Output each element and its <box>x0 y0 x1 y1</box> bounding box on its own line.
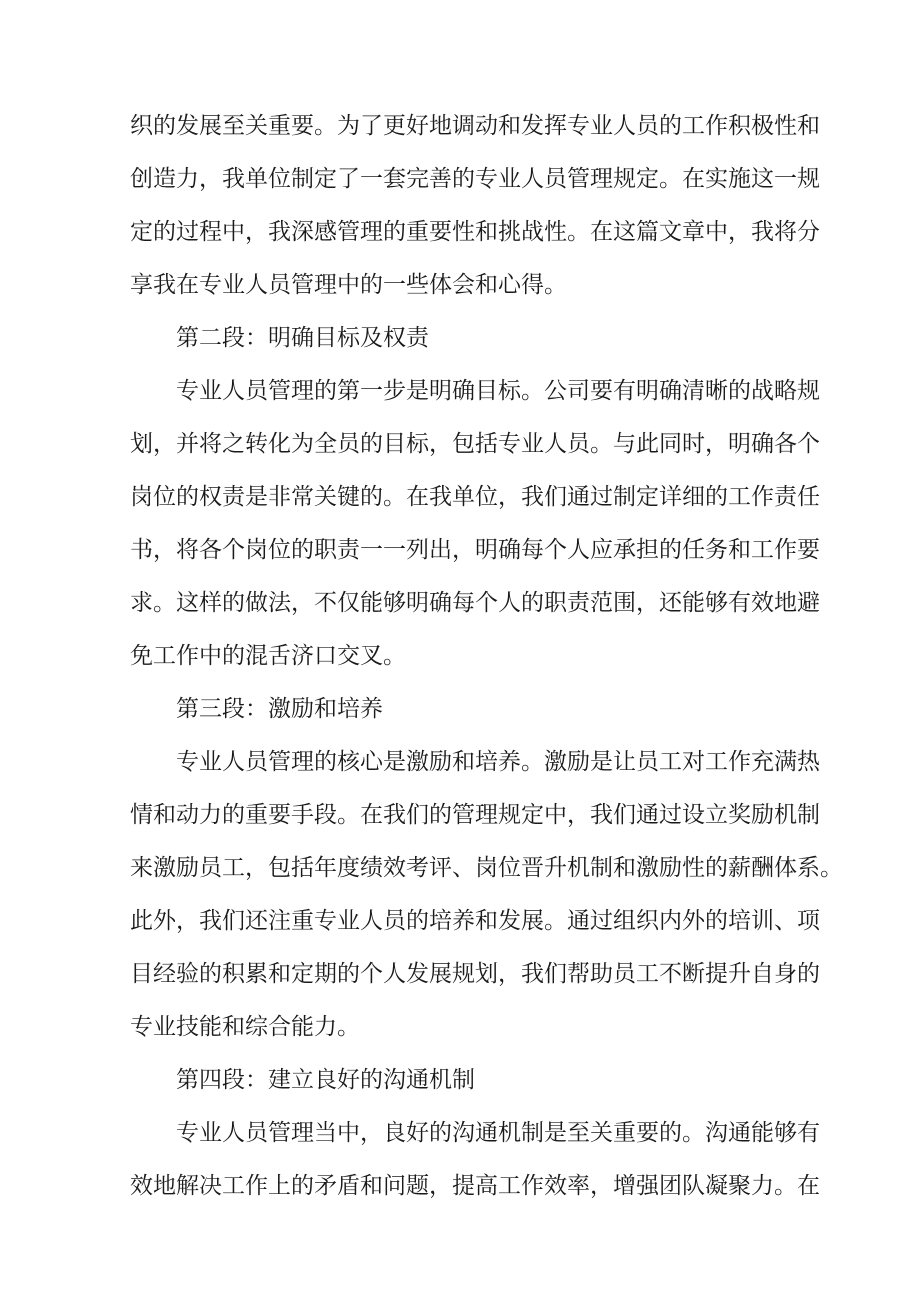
paragraph-communication <box>130 1118 820 1201</box>
text-line: 创造力，我单位制定了一套完善的专业人员管理规定。在实施这一规 <box>130 166 820 192</box>
document-body <box>130 111 843 1224</box>
text-line: 此外，我们还注重专业人员的培养和发展。通过组织内外的培训、项 <box>130 908 820 934</box>
section-heading-3: 第三段：激励和培养 <box>176 696 383 722</box>
text-line: 划，并将之转化为全员的目标，包括专业人员。与此同时，明确各个 <box>130 431 820 457</box>
paragraph-goals <box>130 376 820 671</box>
text-line: 目经验的积累和定期的个人发展规划，我们帮助员工不断提升自身的 <box>130 961 820 987</box>
section-heading-4: 第四段：建立良好的沟通机制 <box>176 1067 475 1093</box>
text-line: 专业技能和综合能力。 <box>130 1014 360 1040</box>
text-line: 专业人员管理的第一步是明确目标。公司要有明确清晰的战略规 <box>176 378 820 404</box>
text-line: 来激励员工，包括年度绩效考评、岗位晋升机制和激励性的薪酬体系。 <box>130 855 843 881</box>
paragraph-intro <box>130 111 820 300</box>
text-line: 定的过程中，我深感管理的重要性和挑战性。在这篇文章中，我将分 <box>130 219 820 245</box>
text-line: 效地解决工作上的矛盾和问题，提高工作效率，增强团队凝聚力。在 <box>130 1173 820 1199</box>
text-line: 专业人员管理的核心是激励和培养。激励是让员工对工作充满热 <box>176 749 820 775</box>
text-line: 免工作中的混舌济口交叉。 <box>130 643 406 669</box>
text-line: 享我在专业人员管理中的一些体会和心得。 <box>130 272 567 298</box>
text-line: 书，将各个岗位的职责一一列出，明确每个人应承担的任务和工作要 <box>130 537 820 563</box>
text-line: 专业人员管理当中，良好的沟通机制是至关重要的。沟通能够有 <box>176 1120 820 1146</box>
section-heading-2: 第二段：明确目标及权责 <box>176 325 429 351</box>
paragraph-incentives <box>130 747 843 1042</box>
text-line: 求。这样的做法，不仅能够明确每个人的职责范围，还能够有效地避 <box>130 590 820 616</box>
text-line: 岗位的权责是非常关键的。在我单位，我们通过制定详细的工作责任 <box>130 484 820 510</box>
text-line: 织的发展至关重要。为了更好地调动和发挥专业人员的工作积极性和 <box>130 113 820 139</box>
text-line: 情和动力的重要手段。在我们的管理规定中，我们通过设立奖励机制 <box>130 802 820 828</box>
